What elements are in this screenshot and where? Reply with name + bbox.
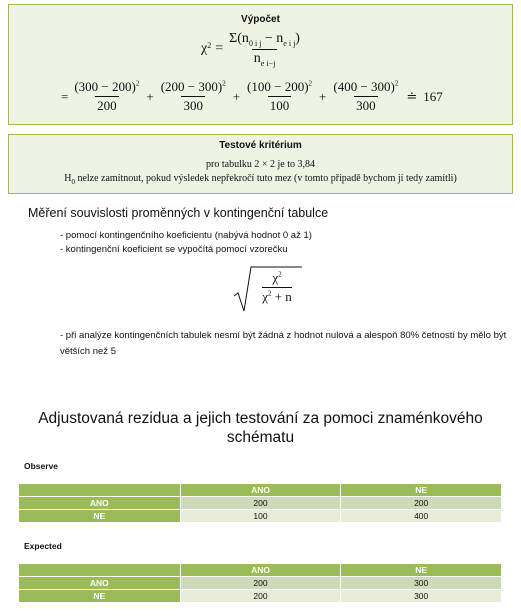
observed-subscript: 0 i j <box>248 38 262 48</box>
table-cell: 200 <box>180 497 341 510</box>
row-label-cell: NE <box>19 510 181 523</box>
row-label-cell: ANO <box>19 497 181 510</box>
plus-sign: + <box>232 88 241 104</box>
formula-denominator <box>262 287 292 305</box>
chi-square-fraction <box>227 31 302 68</box>
formula-chi-num: χ <box>272 270 279 285</box>
row-label-cell: ANO <box>19 577 181 590</box>
association-section-title: Měření souvislosti proměnných v kontingenční tabulce <box>28 206 329 220</box>
table-header-row <box>19 564 502 577</box>
residuals-section-title: Adjustovaná rezidua a jejich testování za pomoci znaménkového schématu <box>38 410 483 446</box>
observe-label: Observe <box>24 461 59 471</box>
term-3-exponent: 2 <box>308 79 313 88</box>
table-cell: 400 <box>341 510 502 523</box>
row-label-cell: NE <box>19 590 181 603</box>
header-cell: NE <box>341 484 502 497</box>
term-2-denominator: 300 <box>183 98 203 113</box>
plus-sign: + <box>146 88 154 104</box>
term-1-exponent: 2 <box>135 79 140 88</box>
term-1-denominator: 200 <box>97 98 117 113</box>
chi-square-computation <box>61 79 443 114</box>
term-4-numerator: (400 − 300) <box>333 79 395 94</box>
equals-sign: = <box>215 41 224 57</box>
numerator-minus: − n <box>261 31 284 46</box>
term-4 <box>331 79 400 114</box>
bullet-contingency-coefficient: - pomocí kontingenčního koeficientu (nabývá hodnot 0 až 1) <box>60 230 312 241</box>
chi-square-result: 167 <box>423 88 443 104</box>
formula-chi-den: χ <box>262 289 268 304</box>
square-exponent: 2 <box>207 40 212 50</box>
term-1-numerator: (300 − 200) <box>74 79 136 94</box>
term-3-denominator: 100 <box>269 98 290 113</box>
table-row <box>19 497 502 510</box>
bullet-formula-intro: - kontingenční koeficient se vypočítá pomocí vzorečku <box>60 244 288 255</box>
expected-label: Expected <box>24 541 62 551</box>
bullet-analysis-conditions: - při analýze kontingenčních tabulek nesmí být žádná z hodnot nulová a alespoň 80% četností by mělo být větších než 5 <box>60 330 507 357</box>
formula-plus-n: + n <box>271 289 292 304</box>
hypothesis-line <box>9 173 512 186</box>
term-2-exponent: 2 <box>222 79 226 88</box>
expected-table <box>18 563 502 603</box>
table-cell: 100 <box>180 510 341 523</box>
numerator-close: ) <box>295 31 300 46</box>
critical-value-line: pro tabulku 2 × 2 je to 3,84 <box>206 159 315 170</box>
test-criterion-title: Testové kritérium <box>219 140 302 151</box>
table-row <box>19 577 502 590</box>
plus-sign: + <box>319 88 327 104</box>
header-cell <box>19 484 181 497</box>
expected-subscript: e i j <box>283 38 296 48</box>
table-row <box>19 590 502 603</box>
formula-num-exponent: 2 <box>278 270 282 279</box>
term-2 <box>159 79 228 114</box>
observe-table <box>18 483 502 523</box>
table-cell: 200 <box>180 577 341 590</box>
hypothesis-h: H <box>64 173 72 184</box>
header-cell <box>19 564 181 577</box>
hypothesis-text: nelze zamítnout, pokud výsledek nepřekročí tuto mez (v tomto případě bychom jí tedy zamítli) <box>74 173 457 184</box>
formula-numerator <box>272 270 281 287</box>
table-cell: 200 <box>180 590 341 603</box>
table-cell: 300 <box>341 577 502 590</box>
header-cell: ANO <box>180 484 341 497</box>
denominator-subscript: e i−j <box>260 58 276 68</box>
term-4-denominator: 300 <box>356 98 376 113</box>
term-4-exponent: 2 <box>394 79 399 88</box>
table-row <box>19 510 502 523</box>
term-2-numerator: (200 − 300) <box>160 79 223 94</box>
contingency-coefficient-formula <box>233 264 303 314</box>
header-cell: NE <box>341 564 502 577</box>
approx-sign: ≐ <box>406 88 418 104</box>
computation-equals: = <box>61 88 69 104</box>
sum-numerator: Σ(n <box>229 31 249 46</box>
table-cell: 300 <box>341 590 502 603</box>
hypothesis-subscript: 0 <box>71 178 75 186</box>
chi-square-definition <box>201 31 302 68</box>
denominator-n: n <box>253 50 261 66</box>
table-header-row <box>19 484 502 497</box>
chi-symbol: χ <box>201 41 208 57</box>
table-cell: 200 <box>341 497 502 510</box>
term-3 <box>245 79 314 114</box>
term-3-numerator: (100 − 200) <box>247 79 309 94</box>
test-criterion-box <box>8 134 513 194</box>
calculation-title: Výpočet <box>241 14 280 25</box>
header-cell: ANO <box>180 564 341 577</box>
calculation-box <box>8 4 513 125</box>
term-1 <box>72 79 141 114</box>
formula-den-exponent: 2 <box>267 289 272 298</box>
